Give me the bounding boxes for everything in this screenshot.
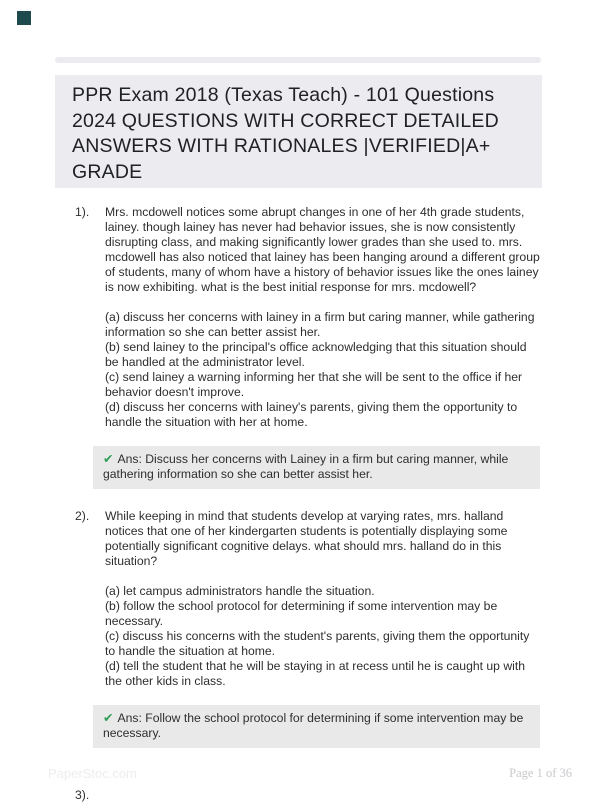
question-2-options [105, 584, 542, 689]
question-1-option-b: (b) send lainey to the principal's office acknowledging that this situation should be handled at the administrator level. [105, 340, 527, 369]
questions-list [55, 205, 542, 803]
footer-page-number: Page 1 of 36 [509, 766, 572, 780]
question-1-number: 1). [75, 205, 90, 219]
question-1-text: Mrs. mcdowell notices some abrupt changes in one of her 4th grade students, lainey. though lainey has never had behavior issues, she is now consistently disrupting class, and making significantly lower grades than she used to. mrs. mcdowell has also noticed that lainey has been hanging around a different group of students, many of whom have a history of behavior issues like the ones lainey is now exhibiting. what is the best initial response for mrs. mcdowell? [105, 205, 540, 294]
question-2-answer-text: Ans: Follow the school protocol for determining if some intervention may be necessary. [103, 711, 524, 740]
question-2-body [105, 509, 542, 689]
question-1-option-c: (c) send lainey a warning informing her that she will be sent to the office if her behavior doesn't improve. [105, 370, 523, 399]
collapsed-block-bar [55, 57, 541, 63]
question-1-option-d: (d) discuss her concerns with lainey's parents, giving them the opportunity to handle the situation with her at home. [105, 400, 518, 429]
question-2-text: While keeping in mind that students develop at varying rates, mrs. halland notices that one of her kindergarten students is potentially displaying some potentially significant cognitive delays. what should mrs. halland do in this situation? [105, 509, 508, 568]
question-1-answer-box [93, 446, 540, 489]
document-title: PPR Exam 2018 (Texas Teach) - 101 Questions 2024 QUESTIONS WITH CORRECT DETAILED ANSWERS WITH RATIONALES |VERIFIED|A+ GRADE [55, 75, 542, 188]
footer-watermark: PaperStoc.com [48, 766, 137, 781]
question-1-answer-text: Ans: Discuss her concerns with Lainey in a firm but caring manner, while gathering information so she can better assist her. [103, 452, 509, 481]
question-2 [55, 509, 542, 689]
question-3-number: 3). [75, 788, 90, 802]
question-2-answer-box [93, 705, 540, 748]
question-1-options [105, 310, 542, 430]
question-2-number: 2). [75, 509, 90, 523]
question-2-option-a: (a) let campus administrators handle the situation. [105, 584, 375, 598]
question-1-option-a: (a) discuss her concerns with lainey in a firm but caring manner, while gathering information so she can better assist her. [105, 310, 535, 339]
corner-square [17, 11, 31, 25]
check-icon: ✔ [103, 711, 114, 725]
question-2-option-c: (c) discuss his concerns with the student's parents, giving them the opportunity to handle the situation at home. [105, 629, 530, 658]
question-1-body [105, 205, 542, 430]
question-2-option-b: (b) follow the school protocol for determining if some intervention may be necessary. [105, 599, 498, 628]
question-1 [55, 205, 542, 430]
question-3 [55, 788, 542, 803]
check-icon: ✔ [103, 452, 114, 466]
question-2-option-d: (d) tell the student that he will be staying in at recess until he is caught up with the other kids in class. [105, 659, 526, 688]
